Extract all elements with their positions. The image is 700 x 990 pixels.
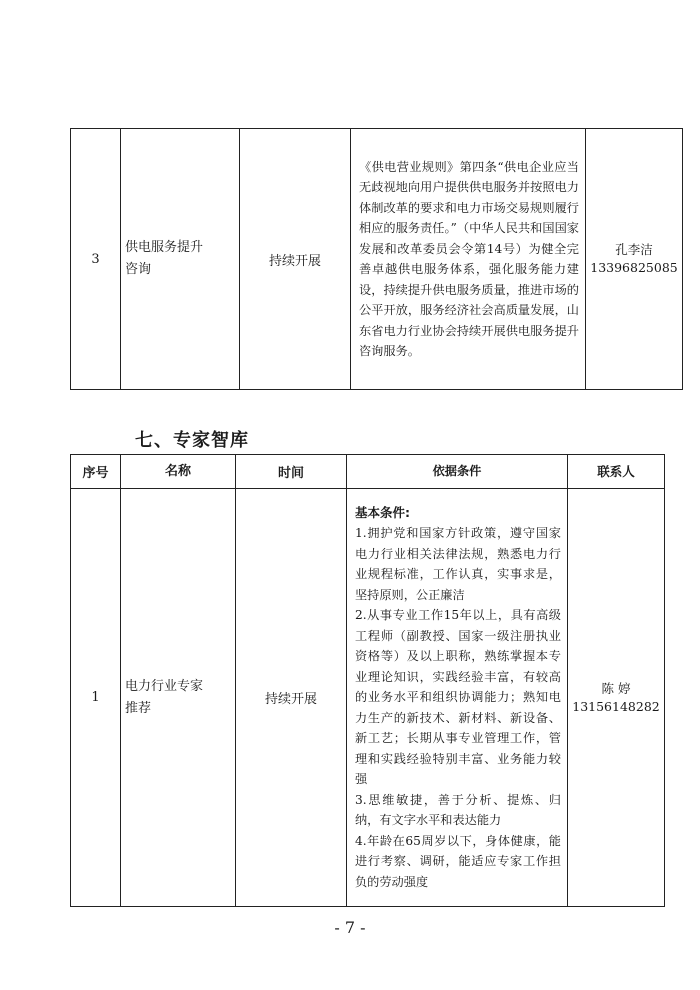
item-contact xyxy=(586,129,683,390)
item-time: 持续开展 xyxy=(240,129,351,390)
expert-table xyxy=(70,454,665,907)
header-time: 时间 xyxy=(236,455,347,489)
item-name-line: 咨询 xyxy=(125,262,152,277)
contact-phone: 13156148282 xyxy=(572,698,660,714)
item-name-line: 电力行业专家 xyxy=(125,678,204,694)
contact-phone: 13396825085 xyxy=(590,260,678,275)
table-row xyxy=(71,129,683,390)
item-time: 持续开展 xyxy=(236,489,347,907)
contact-name: 孔李洁 xyxy=(615,242,653,257)
page-number: - 7 - xyxy=(334,918,366,937)
service-table-continued xyxy=(70,128,683,390)
header-name: 名称 xyxy=(121,455,236,489)
header-basis: 依据条件 xyxy=(347,455,568,489)
header-contact: 联系人 xyxy=(568,455,665,489)
basis-title: 基本条件: xyxy=(355,504,410,520)
item-basis: 《供电营业规则》第四条“供电企业应当无歧视地向用户提供供电服务并按照电力体制改革的要求和电力市场交易规则履行相应的服务责任。”（中华人民共和国国家发展和改革委员会令第14号）为健全完善卓越供电服务体系，强化服务能力建设，持续提升供电服务质量，推进市场的公平开放，服务经济社会高质量发展，山东省电力行业协会持续开展供电服务提升咨询服务。 xyxy=(351,129,586,390)
table-row xyxy=(71,489,665,907)
row-number: 3 xyxy=(71,129,121,390)
header-no: 序号 xyxy=(71,455,121,489)
item-name xyxy=(121,129,240,390)
item-name xyxy=(121,489,236,907)
item-basis xyxy=(347,489,568,907)
basis-item: 2.从事专业工作15年以上，具有高级工程师（副教授、国家一级注册执业资格等）及以上职称，熟练掌握本专业理论知识，实践经验丰富，有较高的业务水平和组织协调能力；熟知电力生产的新技术、新材料、新设备、新工艺；长期从事专业管理工作，管理和实践经验特别丰富、业务能力较强 xyxy=(355,608,561,787)
section-heading: 七、专家智库 xyxy=(135,430,249,451)
basis-item: 1.拥护党和国家方针政策，遵守国家电力行业相关法律法规，熟悉电力行业规程标准，工作认真，实事求是，坚持原则，公正廉洁 xyxy=(355,526,561,602)
basis-item: 3.思维敏捷，善于分析、提炼、归纳，有文字水平和表达能力 xyxy=(355,792,561,828)
row-number: 1 xyxy=(71,489,121,907)
basis-item: 4.年龄在65周岁以下，身体健康，能进行考察、调研，能适应专家工作担负的劳动强度 xyxy=(355,833,561,889)
item-name-line: 供电服务提升 xyxy=(125,240,204,255)
item-name-line: 推荐 xyxy=(125,700,152,716)
item-contact xyxy=(568,489,665,907)
contact-name: 陈 婷 xyxy=(601,680,631,696)
table-header-row xyxy=(71,455,665,489)
